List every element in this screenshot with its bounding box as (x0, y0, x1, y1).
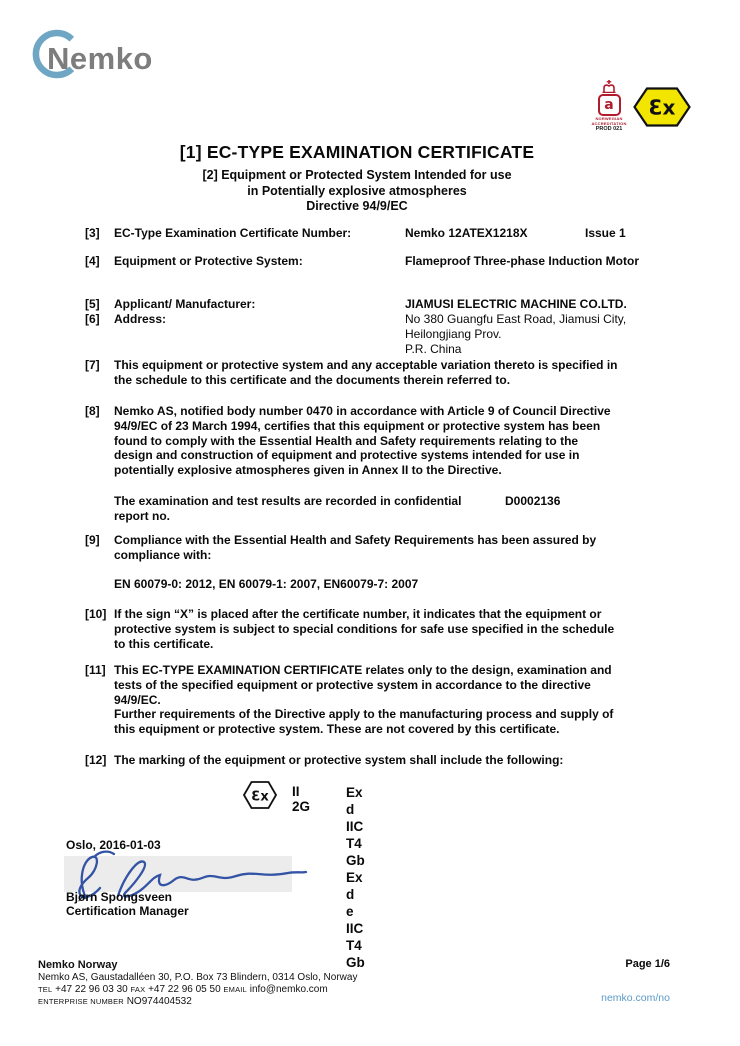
fax-label: FAX (130, 985, 146, 994)
paragraph-line: potentially explosive atmospheres given in Annex II to the Directive. (114, 463, 502, 478)
paragraph-line: Further requirements of the Directive apply to the manufacturing process and supply of (114, 707, 614, 722)
item-number: [6] (85, 312, 100, 326)
paragraph-line: Compliance with the Essential Health and Safety Requirements has been assured by (114, 533, 597, 547)
item-number: [8] (85, 404, 100, 418)
item-10-x-condition (85, 607, 675, 651)
paragraph-line: 94/9/EC. (114, 692, 161, 707)
address-line: P.R. China (405, 342, 462, 356)
certificate-number-value: Nemko 12ATEX1218X (405, 226, 528, 240)
item-3-certificate-number (85, 226, 675, 241)
report-number: D0002136 (505, 494, 561, 508)
certificate-subtitle-1: [2] Equipment or Protected System Intended for use (202, 168, 512, 182)
ex-marking-glyph: Ɛx (251, 789, 269, 805)
certificate-title: [1] EC-TYPE EXAMINATION CERTIFICATE (179, 142, 535, 162)
item-number: [7] (85, 358, 100, 372)
certificate-number-label: EC-Type Examination Certificate Number: (114, 226, 352, 240)
footer-enterprise (38, 996, 357, 1008)
signature-background (64, 856, 292, 892)
certificate-subtitle-2: in Potentially explosive atmospheres (247, 183, 467, 198)
address-line: Heilongjiang Prov. (405, 327, 502, 341)
signer-name: Bjørn Spongsveen (66, 890, 173, 904)
item-number: [11] (85, 663, 106, 677)
tel-value: +47 22 96 03 30 (55, 984, 128, 995)
report-text-line2: report no. (114, 508, 170, 523)
paragraph-line: This EC-TYPE EXAMINATION CERTIFICATE relates only to the design, examination and (114, 663, 612, 677)
item-8-notified-body (85, 404, 675, 478)
equipment-label: Equipment or Protective System: (114, 254, 303, 268)
footer-contacts (38, 984, 357, 996)
signer-role: Certification Manager (66, 904, 189, 918)
fax-value: +47 22 96 05 50 (148, 984, 221, 995)
crown-icon (601, 80, 617, 93)
title-block (0, 142, 714, 215)
nemko-logo (30, 28, 220, 92)
issue-number: Issue 1 (585, 226, 626, 240)
item-number: [9] (85, 533, 100, 547)
item-4-equipment (85, 254, 675, 269)
standards-list: EN 60079-0: 2012, EN 60079-1: 2007, EN60079-7: 2007 (114, 577, 419, 591)
equipment-value: Flameproof Three-phase Induction Motor (405, 254, 640, 268)
item-7-schedule-note (85, 358, 675, 388)
address-label: Address: (114, 312, 167, 326)
paragraph-line: Nemko AS, notified body number 0470 in accordance with Article 9 of Council Directive (114, 404, 611, 418)
atex-ex-icon (633, 87, 691, 132)
item-12-marking (85, 753, 675, 768)
item-number: [4] (85, 254, 100, 268)
marking-intro: The marking of the equipment or protective system shall include the following: (114, 753, 564, 767)
footer-right-block (601, 958, 670, 1006)
email-value: info@nemko.com (249, 984, 328, 995)
accreditation-prod-number: PROD 021 (595, 126, 623, 132)
address-line: No 380 Guangfu East Road, Jiamusi City, (405, 312, 627, 326)
accreditation-a-glyph: a (604, 97, 614, 113)
item-9-compliance (85, 533, 675, 563)
tel-label: TEL (38, 985, 53, 994)
applicant-label: Applicant/ Manufacturer: (114, 297, 256, 311)
footer-address: Nemko AS, Gaustadalléen 30, P.O. Box 73 Blindern, 0314 Oslo, Norway (38, 972, 358, 983)
item-number: [5] (85, 297, 100, 311)
paragraph-line: 94/9/EC of 23 March 1994, certifies that this equipment or protective system has been (114, 418, 601, 433)
enterprise-label: ENTERPRISE NUMBER (38, 997, 124, 1006)
item-11-scope (85, 663, 675, 737)
accreditation-a-icon (598, 94, 621, 116)
footer-company-name: Nemko Norway (38, 959, 118, 971)
paragraph-line: to this certificate. (114, 636, 214, 651)
paragraph-line: compliance with: (114, 547, 212, 562)
item-number: [12] (85, 753, 107, 767)
marking-code: Ex d IIC T4 Gb (346, 785, 365, 868)
paragraph-line: tests of the specified equipment or protective system in accordance to the directive (114, 677, 591, 692)
enterprise-number: NO974404532 (126, 996, 192, 1007)
certificate-directive: Directive 94/9/EC (306, 199, 408, 213)
atex-ex-glyph: Ɛx (648, 95, 676, 120)
place-and-date: Oslo, 2016-01-03 (66, 838, 161, 852)
paragraph-line: If the sign “X” is placed after the certificate number, it indicates that the equipment or (114, 607, 602, 621)
ex-marking-icon (243, 781, 277, 809)
website-link[interactable]: nemko.com/no (601, 992, 670, 1004)
paragraph-line: protective system is subject to special conditions for safe use specified in the schedule (114, 621, 615, 636)
paragraph-line: this equipment or protective system. These are not covered by this certificate. (114, 722, 560, 737)
report-number-row (114, 494, 674, 524)
accreditation-text-line1: NORWEGIAN (595, 116, 623, 121)
applicant-value: JIAMUSI ELECTRIC MACHINE CO.LTD. (405, 297, 627, 311)
report-text-line1: The examination and test results are recorded in confidential (114, 494, 462, 508)
accreditation-mark (588, 80, 630, 133)
paragraph-line: design and construction of equipment and protective systems intended for use in (114, 448, 580, 463)
page-number: Page 1/6 (625, 958, 670, 970)
paragraph-line: This equipment or protective system and any acceptable variation thereto is specified in (114, 358, 618, 372)
footer-company-block (38, 958, 357, 1008)
email-label: EMAIL (223, 985, 247, 994)
paragraph-line: the schedule to this certificate and the documents therein referred to. (114, 372, 511, 387)
item-number: [10] (85, 607, 107, 621)
item-number: [3] (85, 226, 100, 240)
marking-code: Ex d e IIC T4 Gb (346, 870, 365, 970)
marking-group: II 2G (292, 784, 311, 814)
nemko-logo-text: Nemko (47, 41, 153, 76)
accreditation-text-line2: ACCREDITATION (591, 120, 627, 126)
paragraph-line: found to comply with the Essential Health and Safety requirements relating to the (114, 433, 579, 448)
item-5-6-applicant-address (85, 297, 675, 357)
